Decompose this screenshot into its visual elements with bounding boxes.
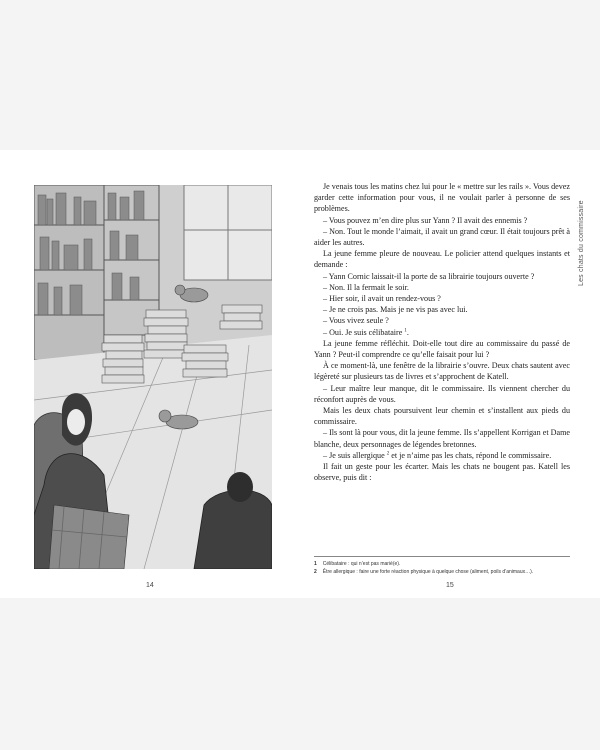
paragraph: Mais les deux chats poursuivent leur chemin et s’installent aux pieds du commissaire. — [314, 406, 570, 427]
paragraph-text: – Oui. Je suis célibataire — [323, 327, 403, 337]
paragraph: Il fait un geste pour les écarter. Mais les chats ne bougent pas. Katell les observe, puis dit : — [314, 462, 570, 483]
paragraph: – Non. Il la fermait le soir. — [323, 282, 409, 292]
paragraph: – Vous pouvez m’en dire plus sur Yann ? Il avait des ennemis ? — [323, 215, 528, 225]
footnote-ref: 2 — [386, 451, 390, 457]
paragraph: – Vous vivez seule ? — [323, 316, 389, 326]
paragraph-text: et je n’aime pas les chats, répond le commissaire. — [389, 450, 552, 460]
paragraph: – Non. Tout le monde l’aimait, il avait un grand cœur. Il était toujours prêt à aider les autres. — [314, 226, 570, 248]
paragraph — [314, 450, 570, 461]
paragraph: – Hier soir, il avait un rendez-vous ? — [323, 294, 441, 304]
right-page-number: 15 — [446, 582, 454, 589]
footnote-text: Être allergique : faire une forte réaction physique à quelque chose (aliment, poils d’animaux…). — [322, 569, 534, 575]
footnote — [314, 568, 570, 576]
footnote — [314, 560, 570, 568]
right-page-body — [314, 181, 570, 483]
paragraph: Je venais tous les matins chez lui pour le « mettre sur les rails ». Vous devez garder cette information pour vous, il ne voulait parler à personne de ses problèmes. — [314, 182, 570, 214]
footnote-number: 2 — [314, 569, 317, 575]
paragraph: À ce moment-là, une fenêtre de la librairie s’ouvre. Deux chats sautent avec légèreté sur plusieurs tas de livres et s’approchent de Katell. — [314, 361, 570, 382]
paragraph: – Yann Cornic laissait-il la porte de sa librairie toujours ouverte ? — [323, 271, 535, 281]
paragraph: – Oui. Je suis célibataire $^1$. — [323, 327, 409, 337]
footnote-number: 1 — [314, 561, 317, 567]
footnote-text: Célibataire : qui n’est pas marié(e). — [322, 561, 401, 567]
paragraph: – Ils sont là pour vous, dit la jeune femme. Ils s’appellent Korrigan et Dame blanche, deux personnages de légendes bretonnes. — [314, 428, 570, 449]
paragraph-text: – Je suis allergique — [323, 450, 385, 460]
paragraph: La jeune femme pleure de nouveau. Le policier attend quelques instants et demande : — [314, 249, 570, 270]
footnote-ref: 1 — [404, 327, 407, 333]
left-page-number: 14 — [146, 582, 154, 589]
running-head — [578, 186, 588, 286]
paragraph: – Je ne crois pas. Mais je ne vis pas avec lui. — [323, 305, 468, 315]
paragraph: La jeune femme réfléchit. Doit-elle tout dire au commissaire du passé de Yann ? Peut-il comprendre ce qu’elle faisait pour lui ? — [314, 338, 570, 360]
illustration-bookshop-scene — [34, 185, 272, 569]
paragraph: – Leur maître leur manque, dit le commissaire. Ils viennent chercher du réconfort auprès de vous. — [314, 383, 570, 404]
running-head-text: Les chats du commissaire — [578, 200, 585, 286]
illustration-drawing — [34, 185, 272, 569]
footnotes — [314, 556, 570, 576]
